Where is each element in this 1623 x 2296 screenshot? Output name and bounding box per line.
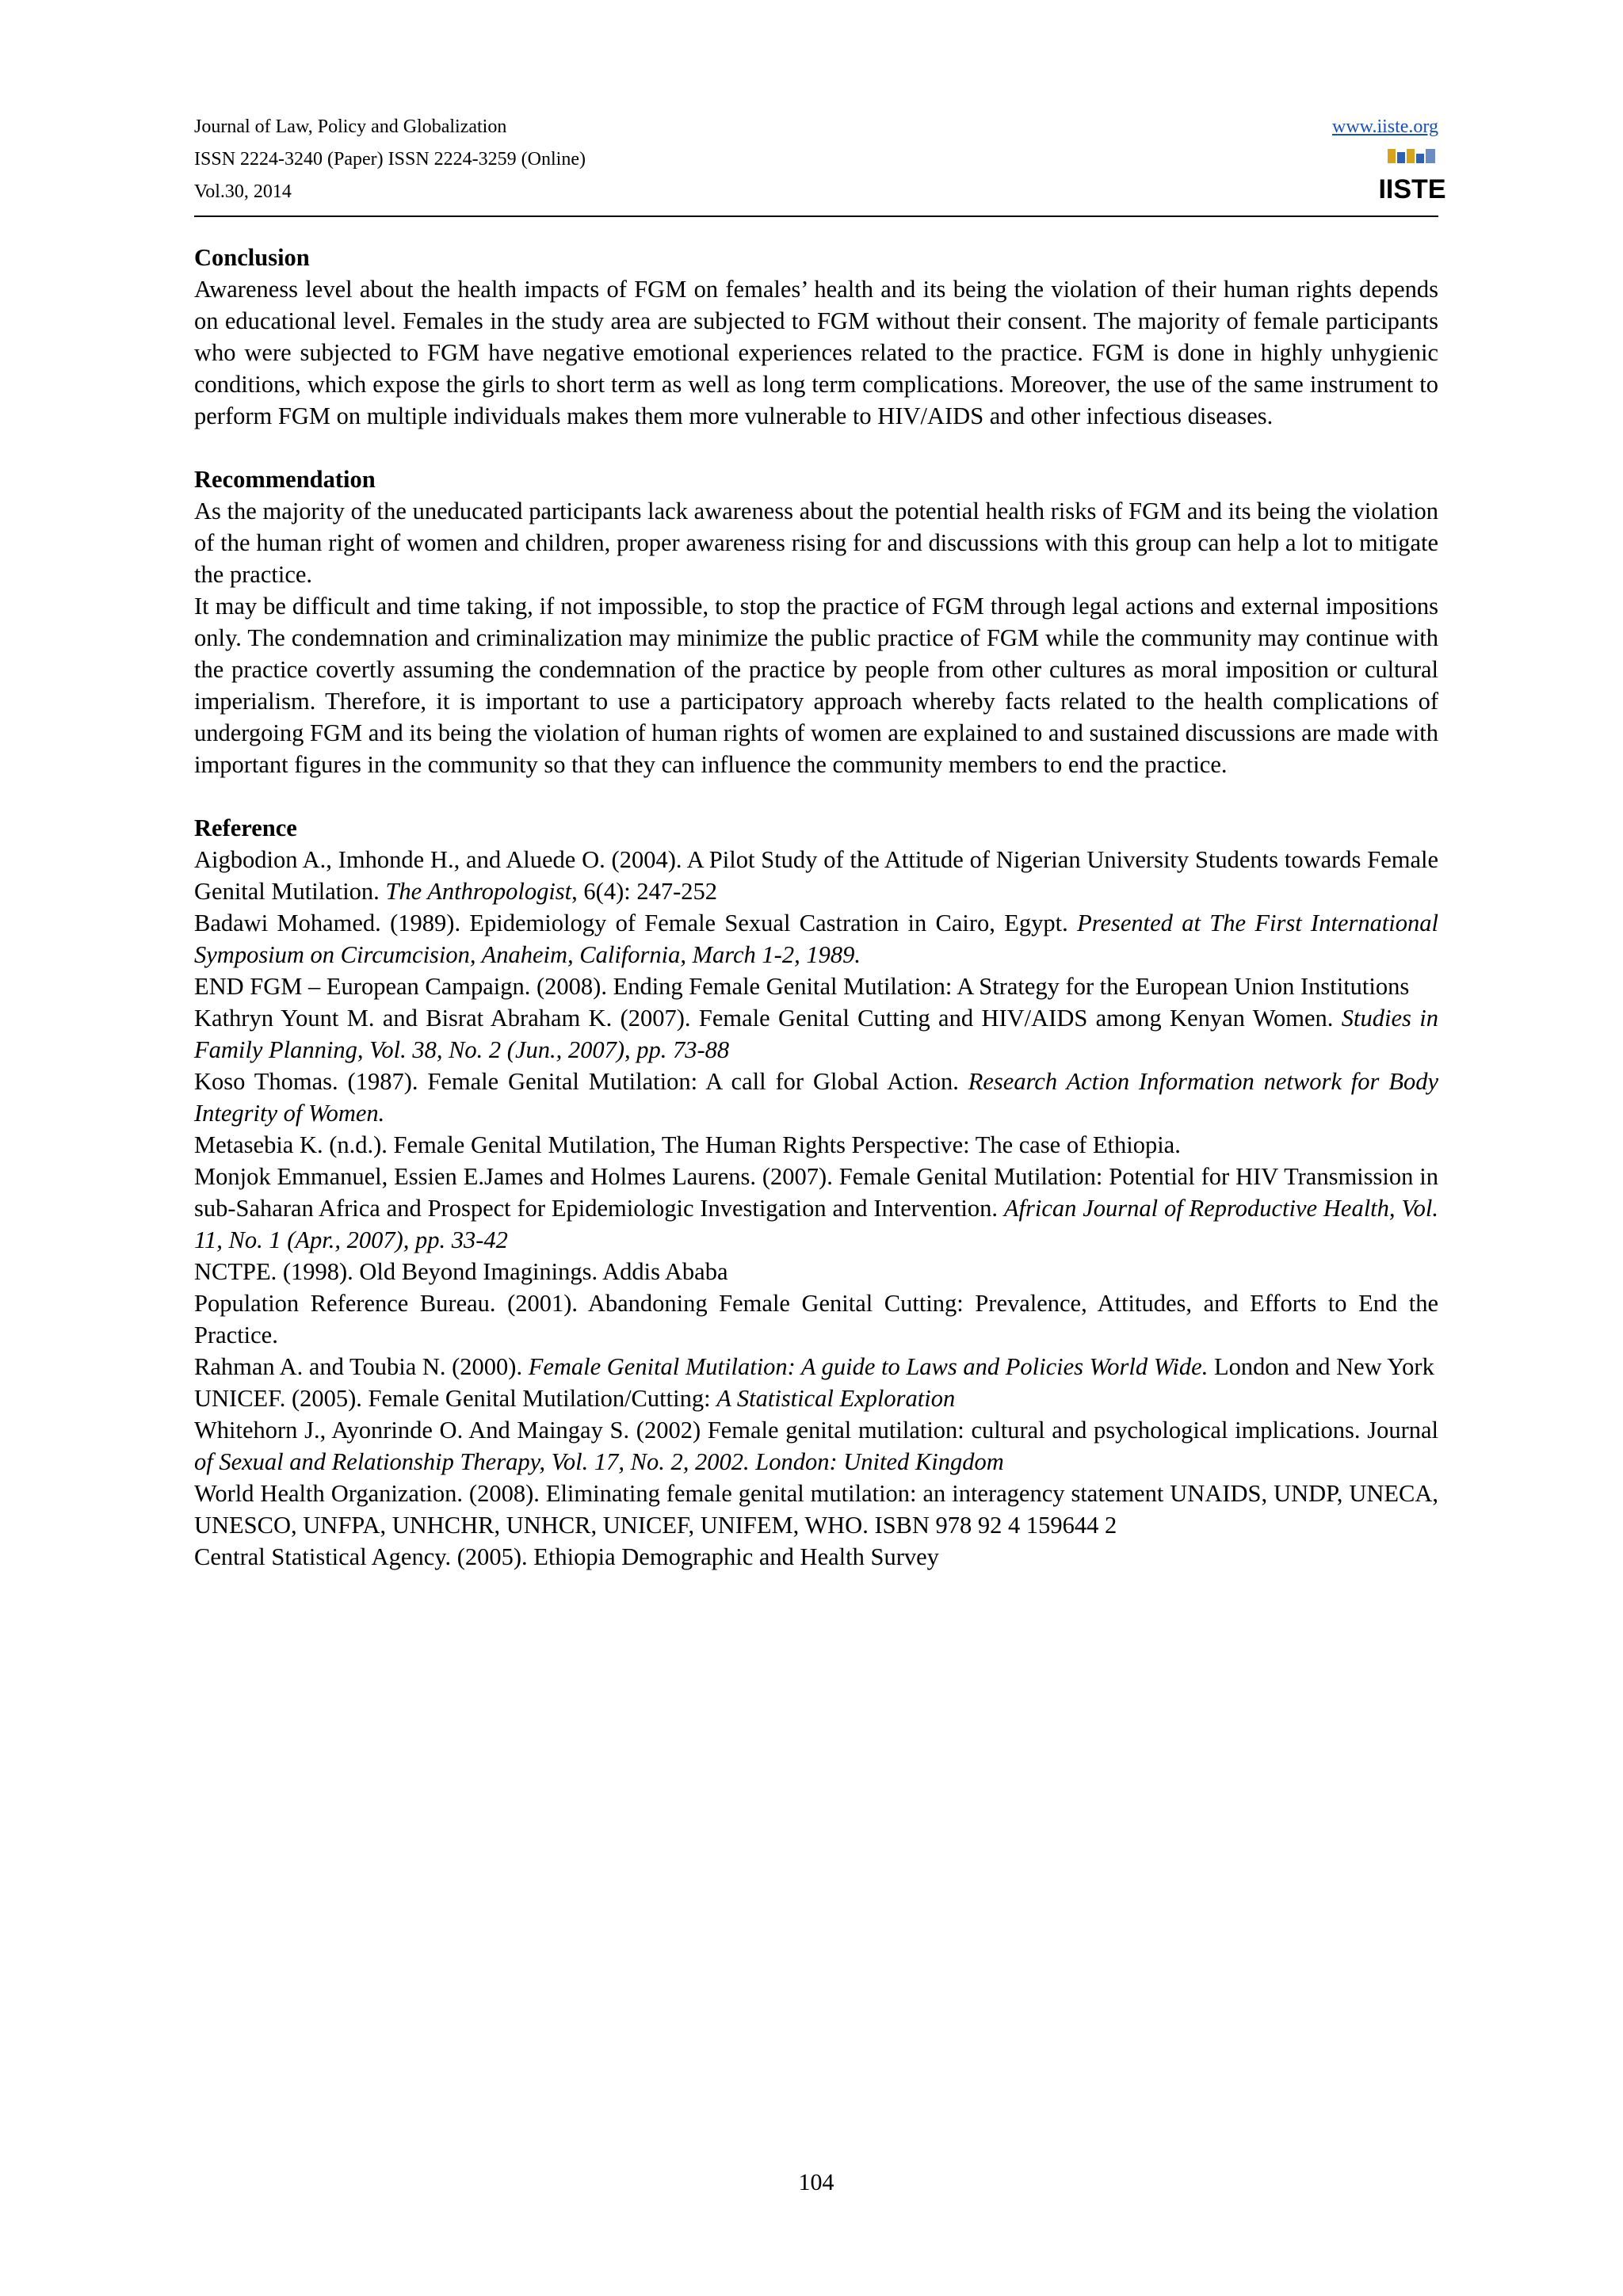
recommendation-heading: Recommendation: [194, 466, 376, 493]
reference-item: Population Reference Bureau. (2001). Abandoning Female Genital Cutting: Prevalence, Attitudes, and Efforts to End the Practice.: [194, 1290, 1438, 1348]
logo-text: IISTE: [1378, 174, 1446, 204]
article-body: [194, 242, 1438, 1573]
reference-item: Central Statistical Agency. (2005). Ethiopia Demographic and Health Survey: [194, 1543, 939, 1570]
journal-name: Journal of Law, Policy and Globalization: [194, 116, 507, 137]
header-rule: [194, 215, 1438, 217]
reference-item: Aigbodion A., Imhonde H., and Aluede O. (2004). A Pilot Study of the Attitude of Nigerian University Students towards Female Genital Mutilation. The Anthropologist, 6(4): 247-252: [194, 846, 1438, 905]
reference-list: [194, 844, 1438, 1573]
recommendation-paragraph-2: It may be difficult and time taking, if not impossible, to stop the practice of FGM through legal actions and external impositions only. The condemnation and criminalization may minimize the public practice of FGM while the community may continue with the practice covertly assuming the condemnation of the practice by people from other cultures as moral imposition or cultural imperialism. Therefore, it is important to use a participatory approach whereby facts related to the health complications of undergoing FGM and its being the violation of human rights of women are explained to and sustained discussions are made with important figures in the community so that they can influence the community members to end the practice.: [194, 593, 1438, 778]
reference-item: END FGM – European Campaign. (2008). Ending Female Genital Mutilation: A Strategy for the European Union Institutions: [194, 973, 1410, 1000]
reference-item: Whitehorn J., Ayonrinde O. And Maingay S. (2002) Female genital mutilation: cultural and psychological implications. Journal of Sexual and Relationship Therapy, Vol. 17, No. 2, 2002. London: United Kingdom: [194, 1417, 1438, 1475]
recommendation-paragraph-1: As the majority of the uneducated participants lack awareness about the potential health risks of FGM and its being the violation of the human right of women and children, proper awareness rising for and discussions with this group can help a lot to mitigate the practice.: [194, 498, 1438, 588]
reference-item: Monjok Emmanuel, Essien E.James and Holmes Laurens. (2007). Female Genital Mutilation: Potential for HIV Transmission in sub-Saharan Africa and Prospect for Epidemiologic Investigation and Intervention. African Journal of Reproductive Health, Vol. 11, No. 1 (Apr., 2007), pp. 33-42: [194, 1163, 1438, 1253]
reference-item: UNICEF. (2005). Female Genital Mutilation/Cutting: A Statistical Exploration: [194, 1385, 956, 1412]
running-header: [194, 111, 1446, 214]
reference-item: Kathryn Yount M. and Bisrat Abraham K. (2007). Female Genital Cutting and HIV/AIDS among Kenyan Women. Studies in Family Planning, Vol. 38, No. 2 (Jun., 2007), pp. 73-88: [194, 1005, 1438, 1063]
reference-item: Koso Thomas. (1987). Female Genital Mutilation: A call for Global Action. Research Action Information network for Body Integrity of Women.: [194, 1068, 1438, 1127]
reference-item: World Health Organization. (2008). Eliminating female genital mutilation: an interagency statement UNAIDS, UNDP, UNECA, UNESCO, UNFPA, UNHCHR, UNHCR, UNICEF, UNIFEM, WHO. ISBN 978 92 4 159644 2: [194, 1480, 1438, 1539]
reference-item: Metasebia K. (n.d.). Female Genital Mutilation, The Human Rights Perspective: The case of Ethiopia.: [194, 1131, 1181, 1158]
page-number: 104: [798, 2169, 834, 2195]
reference-item: NCTPE. (1998). Old Beyond Imaginings. Addis Ababa: [194, 1258, 728, 1285]
issn-line: ISSN 2224-3240 (Paper) ISSN 2224-3259 (Online): [194, 149, 586, 170]
volume-line: Vol.30, 2014: [194, 181, 292, 202]
conclusion-paragraph: Awareness level about the health impacts of FGM on females’ health and its being the violation of their human rights depends on educational level. Females in the study area are subjected to FGM without their consent. The majority of female participants who were subjected to FGM have negative emotional experiences related to the practice. FGM is done in highly unhygienic conditions, which expose the girls to short term as well as long term complications. Moreover, the use of the same instrument to perform FGM on multiple individuals makes them more vulnerable to HIV/AIDS and other infectious diseases.: [194, 276, 1438, 429]
reference-item: Rahman A. and Toubia N. (2000). Female Genital Mutilation: A guide to Laws and Policies World Wide. London and New York: [194, 1353, 1434, 1380]
iiste-logo: [1378, 147, 1446, 204]
reference-heading: Reference: [194, 814, 297, 841]
website-link[interactable]: www.iiste.org: [1332, 116, 1438, 137]
conclusion-heading: Conclusion: [194, 244, 310, 271]
reference-item: Badawi Mohamed. (1989). Epidemiology of Female Sexual Castration in Cairo, Egypt. Presented at The First International Symposium on Circumcision, Anaheim, California, March 1-2, 1989.: [194, 910, 1439, 968]
